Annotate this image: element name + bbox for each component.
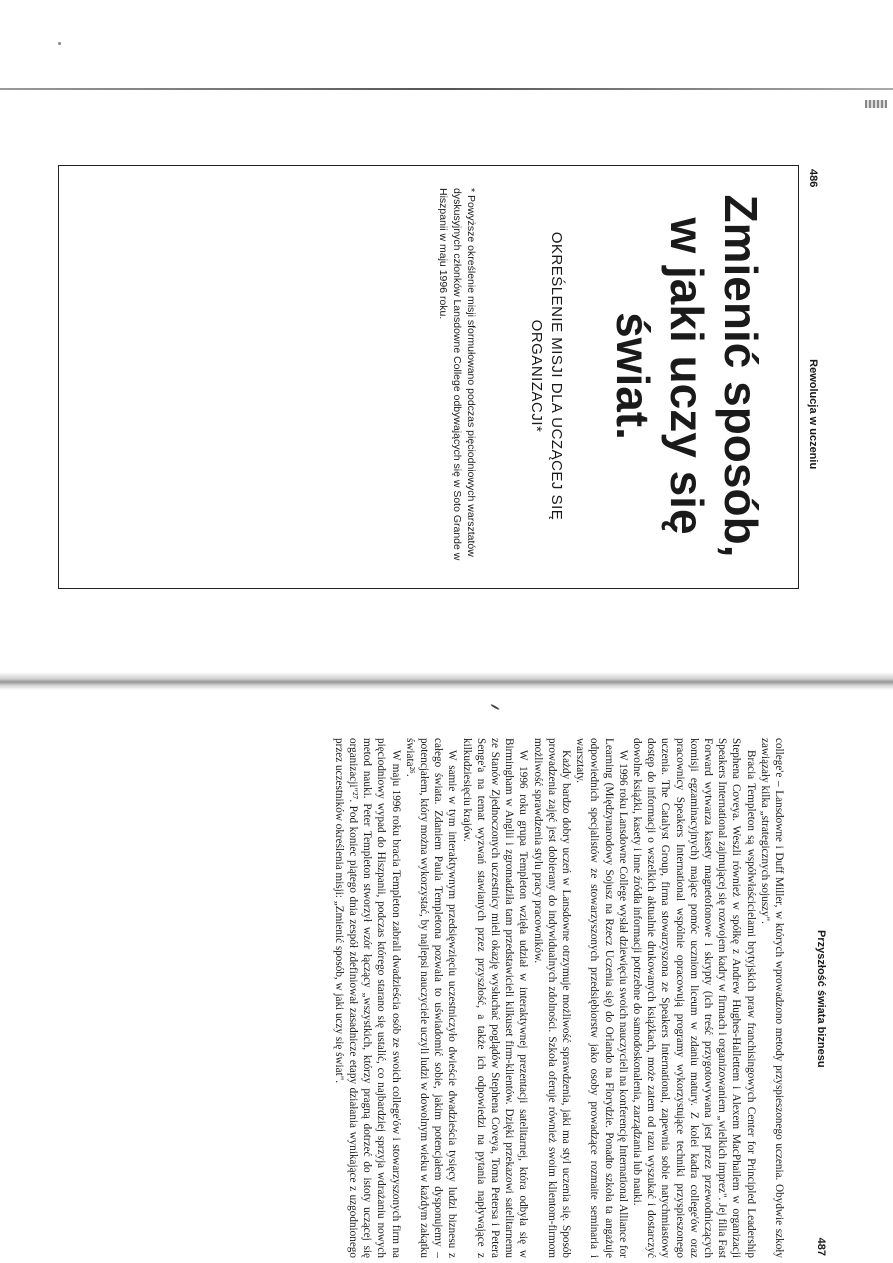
body-text: [332, 738, 787, 1258]
page-number: 486: [807, 169, 819, 188]
title-frame: [58, 165, 799, 589]
paragraph: W maju 1996 roku bracia Templeton zabrali dwadzieścia osób ze swoich college'ów i stowarzyszonych firm na pięciodniowy wypad do Hiszpanii, podczas którego starano się ustalić, co najbardziej sprzyja wdrażaniu nowych metod nauki. Peter Templeton stworzył wzór łączący „wszystkich, którzy pragną dotrzeć do istoty uczącej się organizacji"²⁷. Pod koniec piątego dnia zespół zdefiniował zasadnicze etapy działania wynikające z uzgodnionego przez uczestników określenia misji: „Zmienić sposób, w jaki uczy się świat".: [332, 738, 402, 1258]
scan-fold: [0, 672, 893, 690]
subtitle-line: ORGANIZACJI*: [528, 319, 545, 433]
chapter-title: [606, 186, 768, 566]
scan-speck: [58, 42, 61, 45]
footnote: * Powyższe określenie misji sformułowano podczas pięciodniowych warsztatów dyskusyjnych członków Lansdowne College odbywających się w Soto Grande w Hiszpanii w maju 1996 roku.: [437, 188, 477, 561]
chapter-subtitle: [526, 186, 566, 566]
chapter-title-line: w jaki uczy się: [661, 217, 713, 535]
running-header: Rewolucja w uczeniu: [807, 359, 819, 470]
chapter-title-line: Zmienić sposób,: [715, 194, 767, 558]
page-number: 487: [815, 1237, 827, 1256]
paragraph: Bracia Templeton są współwłaścicielami brytyjskich praw franchisingowych Center for Principled Leadership Stephena Coveya. Weszli również w spółkę z Andrew Hughes-Hallettem i Alexem MacPhailem w organizacji Speakers International zajmującej się rozwojem kadry w firmach i organizowaniem „wielkich imprez". Jej filia Fast Forward wytwarza kasety magnetofonowe i skrypty (ich treść przygotowywana jest przez przewodniczących komisji egzaminacyjnych) mające pomóc uczniom liceum w zdaniu matury. Z kolei kadra college'ów oraz pracownicy Speakers International wspólnie opracowują programy wykorzystujące techniki przyspieszonego uczenia. The Catalyst Group, firma stowarzyszona ze Speakers International, zapewnia sobie natychmiastowy dostęp do informacji o wszelkich aktualnie drukowanych książkach, może zatem od razu wyszukać i dostarczyć dowolne książki, kasety i inne źródła informacji potrzebne do samodoskonalenia, zarządzania lub nauki.: [630, 738, 757, 1258]
paragraph: Każdy bardzo dobry uczeń w Lansdowne otrzymuje możliwość sprawdzenia, jaki ma styl uczenia się. Sposób prowadzenia zajęć jest dobierany do indywidualnych zdolności. Szkoła oferuje również swoim klientom-firmom możliwość sprawdzenia stylu pracy pracowników.: [531, 738, 572, 1258]
paragraph: W 1996 roku Lansdowne College wysłał dziewięciu swoich nauczycieli na konferencję International Alliance for Learning (Międzynarodowy Sojusz na Rzecz Uczenia się) do Orlando na Florydzie. Ponadto szkoła ta angażuje odpowiednich specjalistów ze stowarzyszonych przedsiębiorstw jako osoby prowadzące rozmaite seminaria i warsztaty.: [574, 738, 629, 1258]
page-486: [43, 165, 823, 665]
paragraph: W 1996 roku grupa Templeton wzięła udział w interaktywnej prezentacji satelitarnej, która odbyła się w Birmingham w Anglii i zgromadziła tam przedstawicieli kilkuset firm-klientów. Dzięki przekazowi satelitarnemu ze Stanów Zjednoczonych uczestnicy mieli okazję wysłuchać poglądów Stephena Coveya, Toma Petersa i Petera Senge'a na temat wyzwań stawianych przez przyszłość, a także ich odpowiedzi na pytania napływające z kilkudziesięciu krajów.: [460, 738, 530, 1258]
subtitle-line: OKREŚLENIE MISJI DLA UCZĄCEJ SIĘ: [548, 231, 565, 521]
scan-edge-top: [0, 88, 893, 90]
page-header: [803, 165, 823, 665]
scan-speck: [490, 704, 500, 711]
scan-corner-mark: [865, 100, 887, 108]
running-header: Przyszłość świata biznesu: [815, 930, 827, 1068]
paragraph: W samie w tym interaktywnym przedsięwzięciu uczestniczyło dwieście dwadzieścia tysięcy ludzi biznesu z całego świata. Zdaniem Paula Templetona pozwala to uświadomić sobie, jakim potencjałem dysponujemy – potencjałem, który można wykorzystać, by najlepsi nauczyciele uczyli ludzi w dowolnym wieku w każdym zakątku świata²⁶.: [403, 738, 459, 1258]
page-header: [812, 738, 830, 1258]
page-487: [70, 738, 830, 1258]
paragraph: college'e – Lansdowne i Duff Miller, w których wprowadzono metody przyspieszonego uczenia. Obydwie szkoły zawiązały kilka „strategicznych sojuszy".: [758, 738, 785, 1258]
chapter-title-line: świat.: [607, 312, 659, 440]
